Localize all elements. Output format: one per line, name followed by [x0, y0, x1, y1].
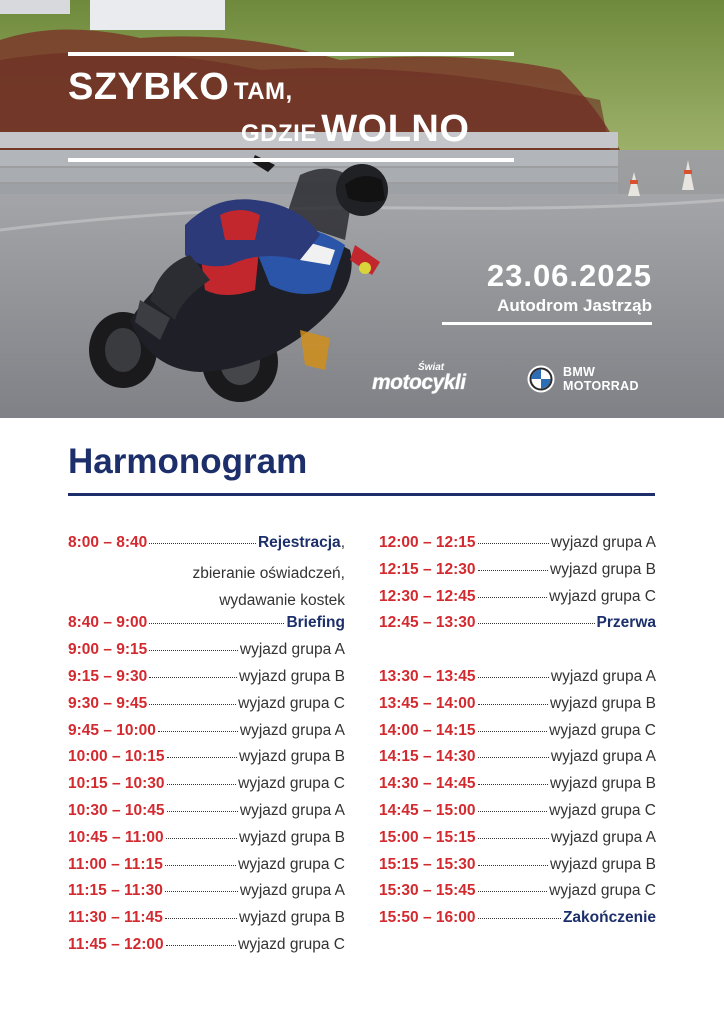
schedule-time: 12:30 – 12:45	[379, 587, 476, 605]
schedule-row	[379, 882, 656, 909]
schedule-time: 14:15 – 14:30	[379, 748, 476, 766]
bmw-motorrad-logo	[527, 365, 639, 393]
schedule-activity: wyjazd grupa A	[239, 801, 345, 819]
dot-leader	[478, 570, 548, 571]
schedule-time: 14:30 – 14:45	[379, 775, 476, 793]
dot-leader	[478, 731, 548, 732]
bmw-line1: BMW	[563, 365, 596, 379]
schedule-time: 12:00 – 12:15	[379, 534, 476, 551]
dot-leader	[478, 918, 561, 919]
schedule-time: 9:30 – 9:45	[68, 694, 148, 712]
schedule-activity: wyjazd grupa B	[239, 909, 345, 927]
schedule-time: 13:30 – 13:45	[379, 667, 476, 685]
schedule-title: Harmonogram	[68, 442, 308, 481]
schedule-time: 10:00 – 10:15	[68, 748, 165, 766]
schedule-activity: wyjazd grupa B	[550, 775, 656, 793]
schedule-column-right	[379, 534, 656, 936]
schedule-row	[68, 722, 345, 749]
headline	[68, 52, 514, 162]
event-rule	[442, 322, 652, 325]
schedule-row	[68, 641, 345, 668]
dot-leader	[149, 623, 284, 624]
schedule-time: 8:00 – 8:40	[68, 534, 148, 551]
schedule-activity: wyjazd grupa C	[238, 855, 345, 873]
swiat-motocykli-logo-top: Świat	[418, 362, 445, 373]
schedule-activity: wyjazd grupa C	[549, 882, 656, 900]
schedule-row	[379, 668, 656, 695]
schedule-time: 9:15 – 9:30	[68, 667, 148, 685]
schedule-activity-suffix: ,	[340, 534, 345, 551]
schedule-row	[68, 534, 345, 561]
schedule-activity: Rejestracja	[257, 534, 341, 551]
dot-leader	[478, 623, 595, 624]
dot-leader	[478, 784, 548, 785]
schedule-time: 9:45 – 10:00	[68, 721, 156, 739]
dot-leader	[478, 891, 548, 892]
schedule-gap	[379, 641, 656, 668]
headline-word-wolno: WOLNO	[321, 108, 470, 150]
schedule-time: 10:30 – 10:45	[68, 801, 165, 819]
schedule-time: 11:45 – 12:00	[68, 935, 164, 953]
schedule-activity: wyjazd grupa A	[239, 882, 345, 900]
schedule-activity: wyjazd grupa B	[239, 667, 345, 685]
schedule-activity: wyjazd grupa A	[550, 828, 656, 846]
schedule-time: 13:45 – 14:00	[379, 694, 476, 712]
schedule-time: 11:30 – 11:45	[68, 909, 163, 927]
schedule-time: 10:45 – 11:00	[68, 828, 164, 846]
dot-leader	[149, 543, 256, 544]
schedule-activity: wyjazd grupa B	[239, 748, 345, 766]
schedule-activity: wyjazd grupa A	[550, 667, 656, 685]
headline-word-szybko: SZYBKO	[68, 66, 230, 108]
schedule-activity: wyjazd grupa B	[550, 560, 656, 578]
schedule-row	[68, 936, 345, 963]
schedule-activity: wyjazd grupa C	[238, 935, 345, 953]
schedule-activity: Zakończenie	[562, 909, 656, 927]
dot-leader	[478, 757, 549, 758]
dot-leader	[149, 650, 238, 651]
schedule-row	[68, 909, 345, 936]
schedule-row	[379, 748, 656, 775]
schedule-row	[379, 695, 656, 722]
schedule-row	[379, 614, 656, 641]
schedule-row	[68, 856, 345, 883]
schedule-row	[68, 695, 345, 722]
schedule-time: 11:15 – 11:30	[68, 882, 163, 900]
schedule-time: 12:15 – 12:30	[379, 560, 476, 578]
headline-word-gdzie: GDZIE	[241, 120, 317, 147]
headline-bottom-rule	[68, 158, 514, 162]
schedule-row	[379, 909, 656, 936]
dot-leader	[478, 838, 549, 839]
schedule-activity: wyjazd grupa A	[550, 534, 656, 551]
schedule-row	[68, 829, 345, 856]
schedule-row	[379, 856, 656, 883]
schedule-time: 11:00 – 11:15	[68, 855, 163, 873]
schedule-activity: wyjazd grupa C	[549, 801, 656, 819]
dot-leader	[166, 945, 237, 946]
schedule-row	[379, 588, 656, 615]
schedule-activity: wyjazd grupa B	[239, 828, 345, 846]
schedule-time: 12:45 – 13:30	[379, 614, 476, 632]
schedule-column-left	[68, 534, 345, 963]
schedule-row	[68, 668, 345, 695]
dot-leader	[167, 784, 237, 785]
schedule-activity: wyjazd grupa C	[549, 721, 656, 739]
schedule-activity: wyjazd grupa C	[238, 694, 345, 712]
schedule-time: 8:40 – 9:00	[68, 614, 148, 632]
schedule-time: 15:30 – 15:45	[379, 882, 476, 900]
dot-leader	[478, 865, 548, 866]
schedule-row	[379, 534, 656, 561]
schedule-activity: wyjazd grupa B	[550, 694, 656, 712]
schedule-activity: wyjazd grupa C	[549, 587, 656, 605]
schedule-activity: wyjazd grupa A	[239, 641, 345, 659]
schedule-activity: Przerwa	[596, 614, 656, 632]
dot-leader	[167, 757, 237, 758]
schedule-time: 14:00 – 14:15	[379, 721, 476, 739]
schedule-activity: wyjazd grupa A	[239, 721, 345, 739]
schedule-activity: wyjazd grupa C	[238, 775, 345, 793]
schedule-row	[68, 614, 345, 641]
bmw-line2: MOTORRAD	[563, 379, 639, 393]
event-date: 23.06.2025	[486, 258, 652, 293]
dot-leader	[478, 543, 549, 544]
dot-leader	[167, 811, 238, 812]
headline-top-rule	[68, 52, 514, 56]
schedule-activity: wyjazd grupa A	[550, 748, 656, 766]
schedule-time: 9:00 – 9:15	[68, 641, 148, 659]
event-venue: Autodrom Jastrząb	[497, 296, 652, 315]
event-info	[440, 260, 652, 325]
schedule-row	[379, 802, 656, 829]
schedule-row	[379, 722, 656, 749]
dot-leader	[149, 677, 237, 678]
schedule-row	[379, 775, 656, 802]
dot-leader	[478, 811, 548, 812]
schedule-row-continuation: zbieranie oświadczeń,	[192, 564, 345, 582]
schedule-activity: Briefing	[286, 614, 345, 632]
schedule-title-rule	[68, 493, 655, 496]
schedule-row	[68, 882, 345, 909]
schedule-row	[68, 775, 345, 802]
schedule-row	[68, 802, 345, 829]
schedule-time: 15:00 – 15:15	[379, 828, 476, 846]
hero-banner	[0, 0, 724, 418]
bmw-roundel-icon	[527, 365, 555, 393]
dot-leader	[478, 597, 548, 598]
swiat-motocykli-logo-main: motocykli	[372, 371, 466, 394]
dot-leader	[149, 704, 236, 705]
schedule-time: 15:15 – 15:30	[379, 855, 476, 873]
dot-leader	[165, 865, 236, 866]
schedule-row	[68, 748, 345, 775]
dot-leader	[478, 677, 549, 678]
schedule-row-continuation: wydawanie kostek	[219, 591, 345, 609]
schedule-activity: wyjazd grupa B	[550, 855, 656, 873]
dot-leader	[165, 918, 237, 919]
headline-word-tam: TAM,	[233, 78, 293, 105]
schedule-row	[379, 561, 656, 588]
schedule-time: 14:45 – 15:00	[379, 801, 476, 819]
schedule-time: 10:15 – 10:30	[68, 775, 165, 793]
dot-leader	[158, 731, 238, 732]
schedule-row	[379, 829, 656, 856]
schedule-time: 15:50 – 16:00	[379, 909, 476, 927]
dot-leader	[166, 838, 237, 839]
dot-leader	[165, 891, 238, 892]
dot-leader	[478, 704, 548, 705]
